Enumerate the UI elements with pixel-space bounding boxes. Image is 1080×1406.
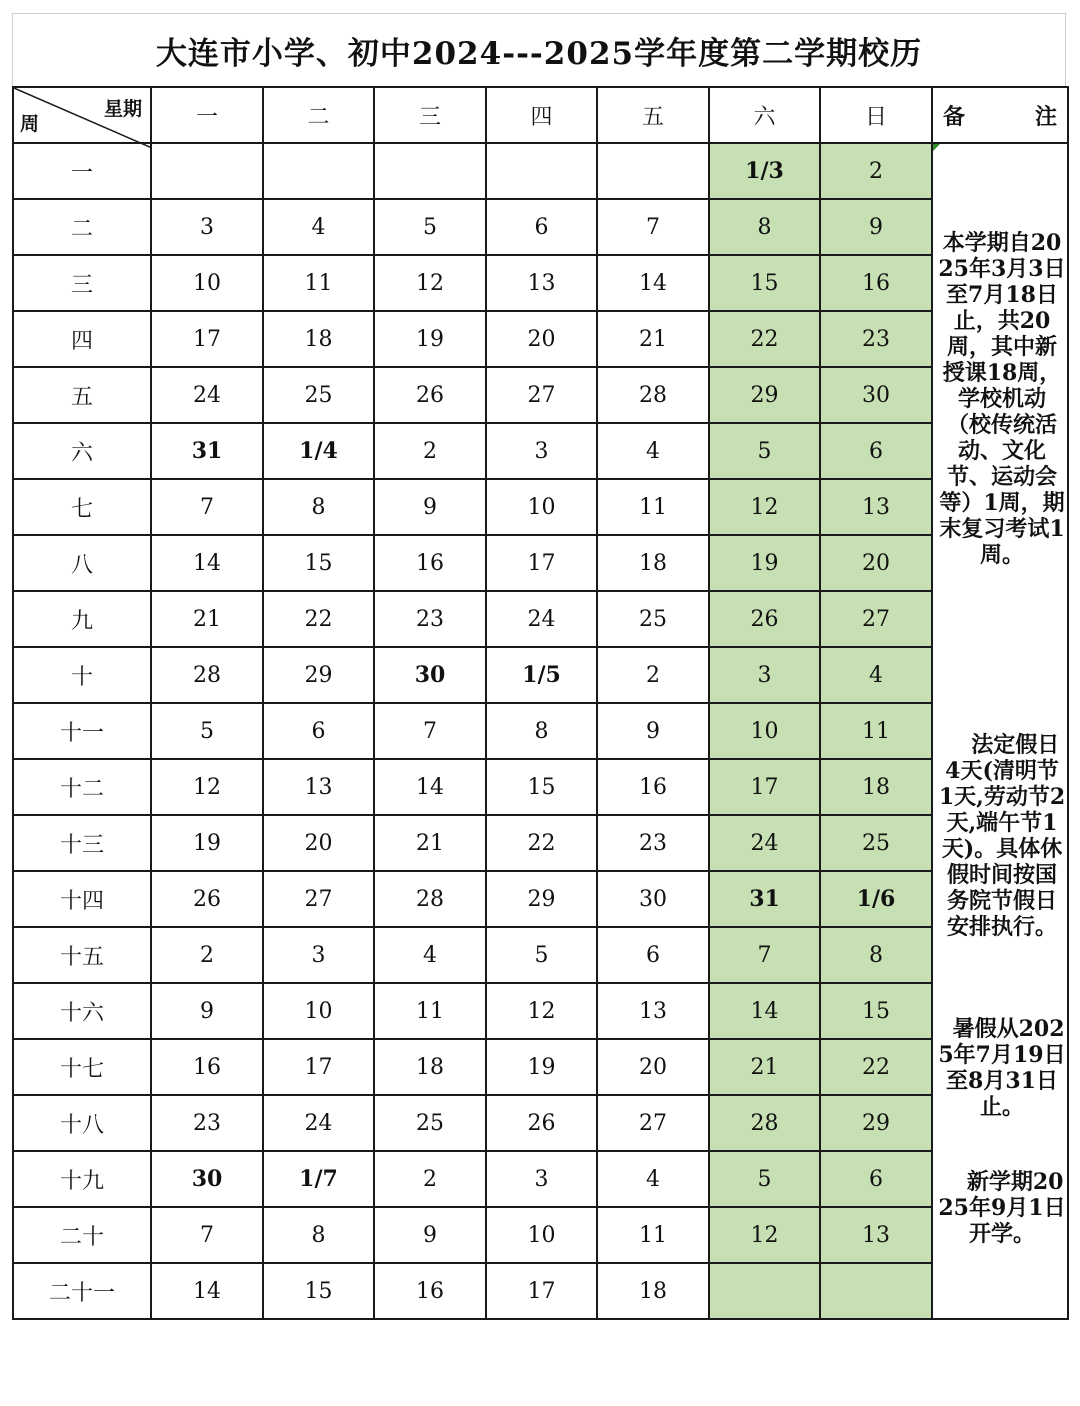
day-cell: 12: [486, 983, 597, 1039]
day-cell: 2: [820, 143, 932, 199]
day-cell: 20: [486, 311, 597, 367]
corner-weekday-label: 星期: [103, 98, 142, 120]
day-cell: 14: [151, 535, 263, 591]
week-label: 十三: [13, 815, 151, 871]
week-label: 九: [13, 591, 151, 647]
day-cell: 5: [709, 423, 820, 479]
day-cell: 24: [486, 591, 597, 647]
week-row: [13, 1039, 1068, 1095]
day-cell: 25: [263, 367, 374, 423]
day-cell: 16: [374, 535, 486, 591]
day-cell: 7: [151, 1207, 263, 1263]
day-cell: 13: [486, 255, 597, 311]
day-cell: 13: [820, 1207, 932, 1263]
week-row: [13, 311, 1068, 367]
day-cell: 4: [597, 1151, 709, 1207]
week-label: 四: [13, 311, 151, 367]
day-cell: 20: [820, 535, 932, 591]
day-cell: 16: [374, 1263, 486, 1319]
day-cell: 9: [151, 983, 263, 1039]
day-cell: 9: [597, 703, 709, 759]
day-cell: 3: [486, 423, 597, 479]
day-cell: 15: [709, 255, 820, 311]
day-cell: 27: [263, 871, 374, 927]
day-header-tue: 二: [263, 87, 374, 143]
day-cell: 8: [263, 1207, 374, 1263]
day-cell: 8: [820, 927, 932, 983]
day-cell: 30: [151, 1151, 263, 1207]
week-label: 七: [13, 479, 151, 535]
week-label: 十五: [13, 927, 151, 983]
day-cell: 28: [597, 367, 709, 423]
day-cell: 1/3: [709, 143, 820, 199]
day-cell: 22: [709, 311, 820, 367]
day-cell: 27: [486, 367, 597, 423]
day-cell: [820, 1263, 932, 1319]
day-cell: 23: [820, 311, 932, 367]
week-label: 一: [13, 143, 151, 199]
day-cell: 29: [820, 1095, 932, 1151]
week-row: [13, 703, 1068, 759]
day-cell: [263, 143, 374, 199]
day-cell: 1/5: [486, 647, 597, 703]
day-header-mon: 一: [151, 87, 263, 143]
day-cell: 9: [374, 479, 486, 535]
day-cell: 19: [486, 1039, 597, 1095]
week-label: 二十: [13, 1207, 151, 1263]
day-cell: 27: [820, 591, 932, 647]
day-cell: [486, 143, 597, 199]
day-cell: 22: [263, 591, 374, 647]
day-cell: 3: [486, 1151, 597, 1207]
week-row: [13, 1207, 1068, 1263]
day-cell: 18: [374, 1039, 486, 1095]
day-cell: 4: [597, 423, 709, 479]
day-cell: 7: [709, 927, 820, 983]
day-cell: 3: [151, 199, 263, 255]
day-cell: 11: [820, 703, 932, 759]
day-cell: 10: [151, 255, 263, 311]
week-row: [13, 1095, 1068, 1151]
day-cell: 6: [820, 423, 932, 479]
day-cell: 17: [263, 1039, 374, 1095]
day-cell: 20: [263, 815, 374, 871]
day-header-wed: 三: [374, 87, 486, 143]
week-row: [13, 927, 1068, 983]
day-cell: 21: [151, 591, 263, 647]
notes-header-left: 备: [943, 103, 966, 130]
day-cell: 6: [820, 1151, 932, 1207]
day-cell: 7: [374, 703, 486, 759]
week-label: 八: [13, 535, 151, 591]
week-label: 十九: [13, 1151, 151, 1207]
day-cell: 5: [709, 1151, 820, 1207]
week-row: [13, 1263, 1068, 1319]
day-cell: 18: [820, 759, 932, 815]
week-label: 五: [13, 367, 151, 423]
week-row: [13, 871, 1068, 927]
day-cell: 23: [597, 815, 709, 871]
day-cell: 15: [263, 1263, 374, 1319]
day-cell: 13: [263, 759, 374, 815]
day-cell: 21: [597, 311, 709, 367]
week-label: 十: [13, 647, 151, 703]
day-cell: 1/4: [263, 423, 374, 479]
week-row: [13, 647, 1068, 703]
corner-week-label: 周: [20, 113, 40, 135]
day-cell: 18: [597, 1263, 709, 1319]
note-semester: 本学期自2025年3月3日至7月18日止，共20周，其中新授课18周，学校机动（校传统活动、文化节、运动会等）1周，期末复习考试1周。: [938, 230, 1066, 568]
corner-header: [13, 87, 151, 143]
day-header-sat: 六: [709, 87, 820, 143]
day-cell: 14: [374, 759, 486, 815]
day-cell: 31: [709, 871, 820, 927]
day-cell: 5: [374, 199, 486, 255]
day-cell: 11: [263, 255, 374, 311]
day-cell: 6: [263, 703, 374, 759]
day-cell: 16: [597, 759, 709, 815]
day-cell: 13: [597, 983, 709, 1039]
day-cell: 7: [597, 199, 709, 255]
day-cell: 9: [820, 199, 932, 255]
day-cell: 30: [820, 367, 932, 423]
week-row: [13, 815, 1068, 871]
week-label: 十二: [13, 759, 151, 815]
week-row: [13, 983, 1068, 1039]
day-cell: 28: [151, 647, 263, 703]
day-cell: 15: [263, 535, 374, 591]
day-cell: 21: [709, 1039, 820, 1095]
day-cell: 17: [151, 311, 263, 367]
day-cell: 10: [709, 703, 820, 759]
day-cell: 22: [486, 815, 597, 871]
day-cell: 4: [263, 199, 374, 255]
day-cell: 7: [151, 479, 263, 535]
day-cell: 12: [151, 759, 263, 815]
day-cell: 23: [151, 1095, 263, 1151]
day-cell: 25: [597, 591, 709, 647]
day-cell: [151, 143, 263, 199]
day-cell: 30: [597, 871, 709, 927]
day-cell: 16: [151, 1039, 263, 1095]
week-row: [13, 255, 1068, 311]
comment-marker: [933, 144, 940, 151]
week-label: 十七: [13, 1039, 151, 1095]
notes-cell: [932, 143, 1068, 1319]
week-row: [13, 199, 1068, 255]
week-row: [13, 143, 1068, 199]
notes-header: [932, 87, 1068, 143]
day-cell: 8: [709, 199, 820, 255]
day-cell: 29: [709, 367, 820, 423]
day-cell: 27: [597, 1095, 709, 1151]
day-cell: 9: [374, 1207, 486, 1263]
day-cell: 14: [151, 1263, 263, 1319]
day-cell: 29: [486, 871, 597, 927]
day-cell: 26: [486, 1095, 597, 1151]
header-row: [13, 87, 1068, 143]
day-cell: 15: [486, 759, 597, 815]
day-cell: 1/6: [820, 871, 932, 927]
week-row: [13, 1151, 1068, 1207]
week-label: 十八: [13, 1095, 151, 1151]
day-cell: 22: [820, 1039, 932, 1095]
calendar-body: [13, 87, 1068, 1319]
day-cell: [709, 1263, 820, 1319]
day-header-sun: 日: [820, 87, 932, 143]
day-cell: 12: [709, 479, 820, 535]
day-cell: 15: [820, 983, 932, 1039]
day-cell: 26: [709, 591, 820, 647]
day-cell: 2: [597, 647, 709, 703]
day-cell: 19: [709, 535, 820, 591]
day-cell: 26: [151, 871, 263, 927]
week-label: 三: [13, 255, 151, 311]
day-cell: 16: [820, 255, 932, 311]
week-row: [13, 591, 1068, 647]
day-cell: 3: [263, 927, 374, 983]
day-cell: 6: [597, 927, 709, 983]
day-cell: 17: [709, 759, 820, 815]
page-title: 大连市小学、初中2024---2025学年度第二学期校历: [12, 13, 1066, 86]
note-holidays: 法定假日4天(清明节1天,劳动节2天,端午节1天)。具体休假时间按国务院节假日安排执行。: [938, 732, 1066, 940]
week-row: [13, 423, 1068, 479]
week-row: [13, 367, 1068, 423]
week-label: 二十一: [13, 1263, 151, 1319]
day-cell: 2: [151, 927, 263, 983]
day-cell: 6: [486, 199, 597, 255]
day-cell: 14: [709, 983, 820, 1039]
day-cell: 1/7: [263, 1151, 374, 1207]
day-cell: 24: [151, 367, 263, 423]
day-cell: 14: [597, 255, 709, 311]
day-cell: 8: [263, 479, 374, 535]
day-cell: 24: [709, 815, 820, 871]
calendar-table: [12, 86, 1069, 1320]
day-cell: 11: [597, 479, 709, 535]
day-cell: 17: [486, 535, 597, 591]
day-cell: 29: [263, 647, 374, 703]
day-cell: 26: [374, 367, 486, 423]
day-cell: 19: [374, 311, 486, 367]
day-cell: 10: [486, 1207, 597, 1263]
day-cell: 18: [597, 535, 709, 591]
week-label: 六: [13, 423, 151, 479]
day-header-thu: 四: [486, 87, 597, 143]
day-cell: 4: [374, 927, 486, 983]
week-row: [13, 479, 1068, 535]
day-cell: 17: [486, 1263, 597, 1319]
notes-header-right: 注: [1034, 103, 1057, 130]
day-cell: 11: [597, 1207, 709, 1263]
week-row: [13, 759, 1068, 815]
day-cell: 28: [709, 1095, 820, 1151]
day-cell: 25: [374, 1095, 486, 1151]
day-cell: 11: [374, 983, 486, 1039]
day-cell: 13: [820, 479, 932, 535]
day-cell: 2: [374, 423, 486, 479]
day-cell: 4: [820, 647, 932, 703]
week-label: 十六: [13, 983, 151, 1039]
day-cell: 2: [374, 1151, 486, 1207]
day-cell: 12: [374, 255, 486, 311]
day-cell: 28: [374, 871, 486, 927]
day-cell: 5: [151, 703, 263, 759]
day-cell: 24: [263, 1095, 374, 1151]
week-label: 十一: [13, 703, 151, 759]
day-cell: [374, 143, 486, 199]
note-summer: 暑假从2025年7月19日至8月31日止。: [938, 1016, 1066, 1120]
day-cell: 18: [263, 311, 374, 367]
day-cell: 19: [151, 815, 263, 871]
day-cell: 5: [486, 927, 597, 983]
day-cell: 31: [151, 423, 263, 479]
note-new-term: 新学期2025年9月1日开学。: [938, 1169, 1066, 1247]
day-cell: 30: [374, 647, 486, 703]
day-cell: 23: [374, 591, 486, 647]
week-label: 十四: [13, 871, 151, 927]
day-cell: 20: [597, 1039, 709, 1095]
day-cell: 3: [709, 647, 820, 703]
day-cell: 10: [263, 983, 374, 1039]
day-header-fri: 五: [597, 87, 709, 143]
day-cell: 25: [820, 815, 932, 871]
day-cell: 8: [486, 703, 597, 759]
week-label: 二: [13, 199, 151, 255]
day-cell: 10: [486, 479, 597, 535]
day-cell: 21: [374, 815, 486, 871]
day-cell: [597, 143, 709, 199]
week-row: [13, 535, 1068, 591]
day-cell: 12: [709, 1207, 820, 1263]
